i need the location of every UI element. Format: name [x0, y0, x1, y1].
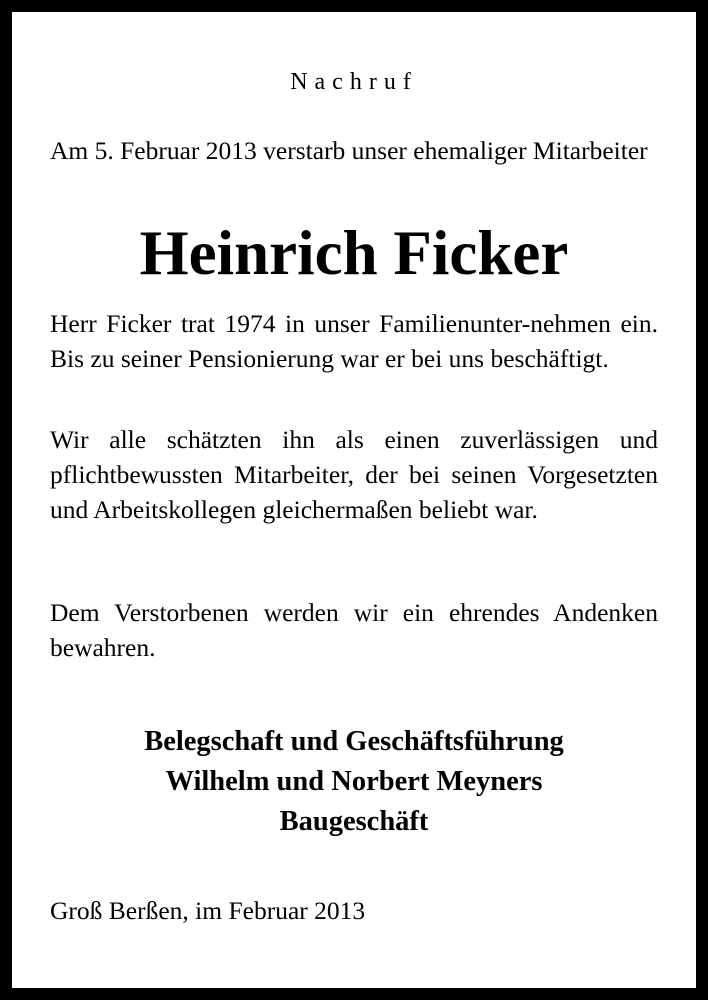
intro-text: Am 5. Februar 2013 verstarb unser ehemaliger Mitarbeiter — [50, 136, 648, 165]
paragraph-employment: Herr Ficker trat 1974 in unser Familienunter-nehmen ein. Bis zu seiner Pensionierung war er bei uns beschäftigt. — [50, 309, 658, 373]
signer-line: Belegschaft und Geschäftsführung — [144, 726, 564, 757]
obituary-notice — [12, 12, 696, 988]
deceased-name: Heinrich Ficker — [139, 218, 569, 288]
signer-line: Baugeschäft — [279, 806, 429, 837]
signer-line: Wilhelm und Norbert Meyners — [165, 766, 543, 797]
signers-block — [12, 722, 696, 842]
paragraph-remembrance: Dem Verstorbenen werden wir ein ehrendes Andenken bewahren. — [50, 598, 658, 662]
notice-heading: Nachruf — [290, 69, 418, 95]
paragraph-tribute: Wir alle schätzten ihn als einen zuverlässigen und pflichtbewussten Mitarbeiter, der bei seinen Vorgesetzten und Arbeitskollegen gleichermaßen beliebt war. — [50, 425, 658, 524]
place-date: Groß Berßen, im Februar 2013 — [50, 896, 366, 925]
